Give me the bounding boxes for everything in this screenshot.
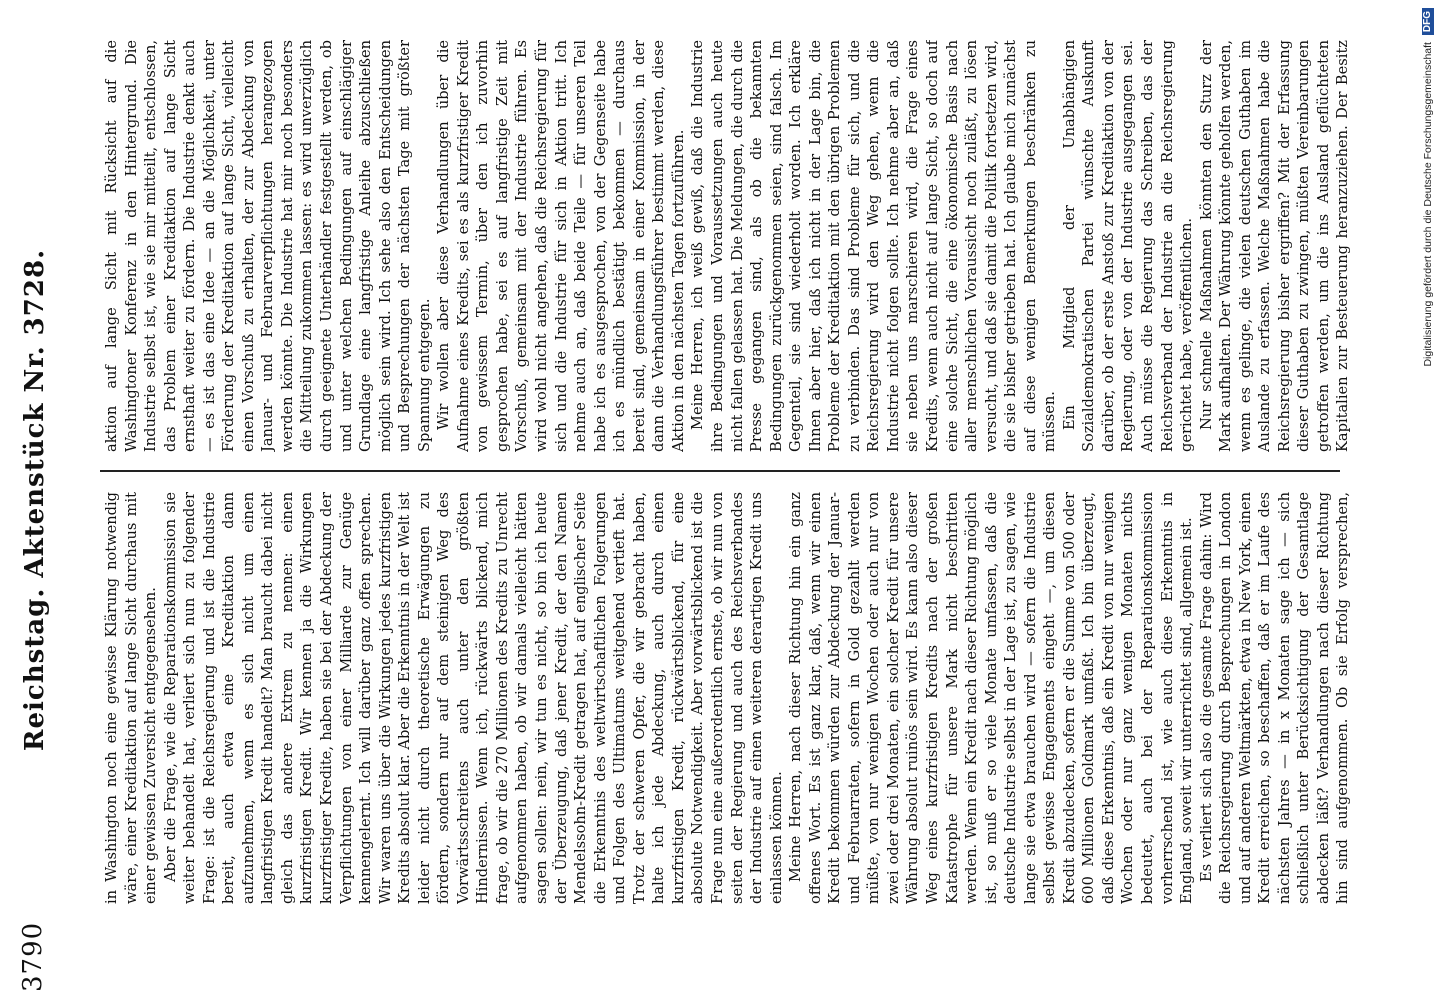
column-divider (100, 471, 1340, 473)
paragraph: Wir wollen aber diese Verhandlungen über die Aufnahme eines Kredits, sei es als kurzfristiger Kredit von gewissem Termin, über den ich zuvorhin gesprochen habe, sei es auf langfristige Zeit mit Vorschuß, gemeinsam mit der Industrie führen. Es wird wohl nicht angehen, daß die Reichsregierung für sich und die Industrie für sich in Aktion tritt. Ich nehme auch an, daß beide Teile — für unseren Teil habe ich es ausgesprochen, von der Gegenseite habe ich es mündlich bestätigt bekommen — durchaus bereit sind, gemeinsam in einer Kommission, in der dann die Verhandlungsführer bestimmt werden, diese Aktion in den nächsten Tagen fortzuführen. (435, 40, 687, 452)
dfg-logo-badge: DFG (1422, 8, 1434, 35)
text-column-right (102, 40, 1352, 452)
paragraph: Meine Herren, ich weiß gewiß, daß die Industrie ihre Bedingungen und Voraussetzungen auch heute nicht fallen gelassen hat. Die Meldungen, die durch die Presse gegangen sind, als ob die bekannten Bedingungen zurückgenommen seien, sind falsch. Im Gegenteil, sie sind wiederholt worden. Ich erkläre Ihnen aber hier, daß ich nicht in der Lage bin, die Probleme der Kreditaktion mit den übrigen Problemen zu verbinden. Das sind Probleme für sich, und die Reichsregierung wird den Weg gehen, wenn die Industrie nicht folgen sollte. Ich nehme aber an, daß sie neben uns marschieren wird, die Frage eines Kredits, wenn auch nicht auf lange Sicht, so doch auf eine solche Sicht, die eine ökonomische Basis nach aller menschlichen Voraussicht noch zuläßt, zu lösen versucht, und daß sie damit die Politik fortsetzen wird, die sie bisher getrieben hat. Ich glaube mich zunächst auf diese wenigen Bemerkungen beschränken zu müssen. (689, 40, 1059, 452)
paragraph: Ein Mitglied der Unabhängigen Sozialdemokratischen Partei wünschte Auskunft darüber, ob der erste Anstoß zur Kreditaktion von der Regierung, oder von der Industrie ausgegangen sei. Auch müsse die Regierung das Schreiben, das der Reichsverband der Industrie an die Reichsregierung gerichtet habe, veröffentlichen. (1060, 40, 1196, 452)
running-head: Reichstag. Aktenstück Nr. 3728. (20, 248, 50, 752)
text-column-left (102, 492, 1352, 904)
paragraph: Nur schnelle Maßnahmen könnten den Sturz der Mark aufhalten. Der Währung könnte geholfen werden, wenn es gelinge, die vielen deutschen Guthaben im Auslande zu erfassen. Welche Maßnahmen habe die Reichsregierung bisher ergriffen? Mit der Erfassung dieser Guthaben zu zwingen, müßten Vereinbarungen getroffen werden, um die ins Ausland geflüchteten Kapitalien zur Besteuerung heranzuziehen. Der Besitz (1197, 40, 1352, 452)
funding-credit-text: Digitalisierung gefördert durch die Deutsche Forschungsgemeinschaft (1422, 42, 1434, 367)
funding-credit (1408, 0, 1434, 1000)
digitization-sidebar (1394, 0, 1434, 1000)
paragraph: Meine Herren, nach dieser Richtung hin ein ganz offenes Wort. Es ist ganz klar, daß, wenn wir einen Kredit bekommen würden zur Abdeckung der Januar- und Februarraten, sofern in Gold gezahlt werden müßte, von nur wenigen Wochen oder auch nur von zwei oder drei Monaten, ein solcher Kredit für unsere Währung absolut ruinös sein wird. Es kann also dieser Weg eines kurzfristigen Kredits nach der großen Katastrophe für unsere Mark nicht beschritten werden. Wenn ein Kredit nach dieser Richtung möglich ist, so muß er so viele Monate umfassen, daß die deutsche Industrie selbst in der Lage ist, zu sagen, wie lange sie etwa brauchen wird — sofern die Industrie selbst gewisse Engagements eingeht —, um diesen Kredit abzudecken, sofern er die Summe von 500 oder 600 Millionen Goldmark umfaßt. Ich bin überzeugt, daß diese Erkenntnis, daß ein Kredit von nur wenigen Wochen oder nur ganz wenigen Monaten nichts bedeutet, auch bei der Reparationskommission vorherrschend ist, wie auch diese Erkenntnis in England, soweit wir unterrichtet sind, allgemein ist. (787, 492, 1196, 904)
paragraph: aktion auf lange Sicht mit Rücksicht auf die Washingtoner Konferenz in den Hintergrund. Die Industrie selbst ist, wie sie mir mitteilt, entschlossen, das Problem einer Kreditaktion auf lange Sicht ernsthaft weiter zu fördern. Die Industrie denkt auch — es ist das eine Idee — an die Möglichkeit, unter Förderung der Kreditaktion auf lange Sicht, vielleicht einen Vorschuß zu erhalten, der zur Abdeckung von Januar- und Februarverpflichtungen herangezogen werden könnte. Die Industrie hat mir noch besonders die Mitteilung zukommen lassen: es wird unverzüglich durch geeignete Unterhändler festgestellt werden, ob und unter welchen Bedingungen auf einschlägiger Grundlage eine langfristige Anleihe abzuschließen möglich sein wird. Ich sehe also den Entscheidungen und Besprechungen der nächsten Tage mit größter Spannung entgegen. (103, 40, 433, 452)
paragraph: Es verliert sich also die gesamte Frage dahin: Wird die Reichsregierung durch Besprechungen in London und auf anderen Weltmärkten, etwa in New York, einen Kredit erreichen, so beschaffen, daß er im Laufe des nächsten Jahres — in x Monaten sage ich — sich schließlich unter Berücksichtigung der Gesamtlage abdecken läßt? Verhandlungen nach dieser Richtung hin sind aufgenommen. Ob sie Erfolg versprechen, (1197, 492, 1352, 904)
paragraph: in Washington noch eine gewisse Klärung notwendig wäre, einer Kreditaktion auf lange Sicht durchaus mit einer gewissen Zuversicht entgegensehen. (103, 492, 160, 904)
page-number: 3790 (18, 921, 48, 992)
paragraph: Aber die Frage, wie die Reparationskommission sie weiter behandelt hat, verliert sich nun zu folgender Frage: ist die Reichsregierung und ist die Industrie bereit, auch etwa eine Kreditaktion dann aufzunehmen, wenn es sich nicht um einen langfristigen Kredit handelt? Man braucht dabei nicht gleich das andere Extrem zu nennen: einen kurzfristigen Kredit. Wir kennen ja die Wirkungen kurzfristiger Kredite, haben sie bei der Abdeckung der Verpflichtungen von einer Milliarde zur Genüge kennengelernt. Ich will darüber ganz offen sprechen. Wir waren uns über die Wirkungen jedes kurzfristigen Kredits absolut klar. Aber die Erkenntnis in der Welt ist leider nicht durch theoretische Erwägungen zu fördern, sondern nur auf dem steinigen Weg des Vorwärtsschreitens auch unter den größten Hindernissen. Wenn ich, rückwärts blickend, mich frage, ob wir die 270 Millionen des Kredits zu Unrecht aufgenommen haben, ob wir damals vielleicht hätten sagen sollen: nein, wir tun es nicht, so bin ich heute der Überzeugung, daß jener Kredit, der den Namen Mendelssohn-Kredit getragen hat, auf englischer Seite die Erkenntnis des weltwirtschaftlichen Folgerungen und Folgen des Ultimatums weitgehend vertieft hat. Trotz der schweren Opfer, die wir gebracht haben, halte ich jede Abdeckung, auch durch einen kurzfristigen Kredit, rückwärtsblickend, für eine absolute Notwendigkeit. Aber vorwärtsblickend ist die Frage nun eine außerordentlich ernste, ob wir nun von seiten der Regierung und auch des Reichsverbandes der Industrie auf einen weiteren derartigen Kredit uns einlassen können. (161, 492, 785, 904)
